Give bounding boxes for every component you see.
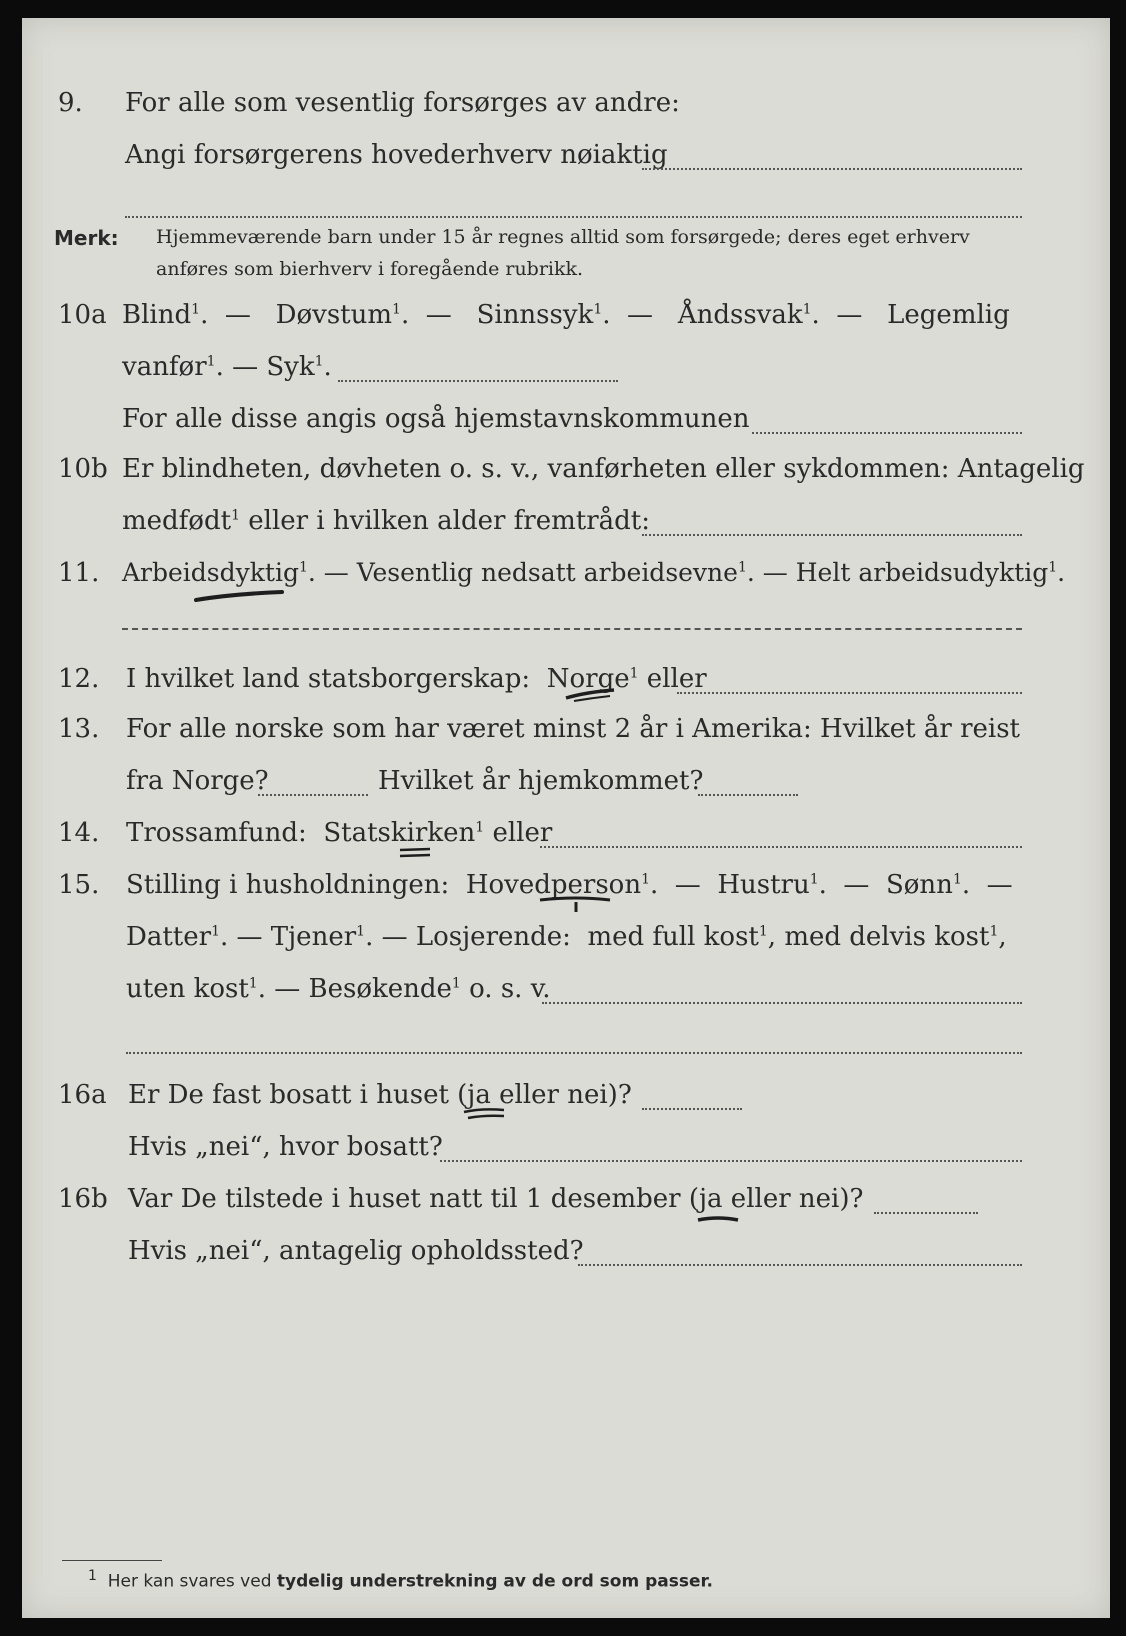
q10a-line2: vanfør$^1$. — Syk$^1$. xyxy=(122,352,332,382)
q11-number: 11. xyxy=(58,558,100,588)
q12-line1: I hvilket land statsborgerskap: Norge$^1$ eller xyxy=(126,664,707,694)
q15-number: 15. xyxy=(58,870,100,900)
footnote: $^1$ Her kan svares ved tydelig understrekning av de ord som passer. xyxy=(88,1568,713,1592)
q15-line2: Datter$^1$. — Tjener$^1$. — Losjerende: med full kost$^1$, med delvis kost$^1$, xyxy=(126,922,1007,952)
underline-mark-ja-2 xyxy=(694,1212,744,1228)
form-sheet xyxy=(22,18,1110,1618)
q16b-location-line[interactable] xyxy=(578,1264,1022,1266)
q9-answer-line[interactable] xyxy=(642,168,1022,170)
q15-answer-line[interactable] xyxy=(542,1002,1022,1004)
q9-answer-line-2[interactable] xyxy=(125,216,1022,218)
q10b-line1: Er blindheten, døvheten o. s. v., vanførheten eller sykdommen: Antagelig xyxy=(122,454,1085,484)
q10b-answer-line[interactable] xyxy=(642,534,1022,536)
q16a-answer-line[interactable] xyxy=(642,1108,742,1110)
q13-line2b: Hvilket år hjemkommet? xyxy=(378,766,704,796)
q15-line3: uten kost$^1$. — Besøkende$^1$ o. s. v. xyxy=(126,974,551,1004)
q15-answer-line-2[interactable] xyxy=(126,1052,1022,1054)
underline-mark-statskirken xyxy=(396,844,436,862)
q9-number: 9. xyxy=(58,88,83,118)
q16b-number: 16b xyxy=(58,1184,108,1214)
q9-subtext: Angi forsørgerens hovederhverv nøiaktig xyxy=(125,140,668,170)
q12-answer-line[interactable] xyxy=(677,692,1022,694)
q16b-line2: Hvis „nei“, antagelig opholdssted? xyxy=(128,1236,584,1266)
q16b-line1: Var De tilstede i huset natt til 1 desember (ja eller nei)? xyxy=(128,1184,864,1214)
q13-year-returned-line[interactable] xyxy=(698,794,798,796)
q13-number: 13. xyxy=(58,714,100,744)
note-line-1: Hjemmeværende barn under 15 år regnes alltid som forsørgede; deres eget erhverv xyxy=(156,226,970,248)
q16a-number: 16a xyxy=(58,1080,107,1110)
q10a-line1: Blind$^1$. — Døvstum$^1$. — Sinnssyk$^1$. — Åndssvak$^1$. — Legemlig xyxy=(122,300,1010,330)
q16a-line1: Er De fast bosatt i huset (ja eller nei)? xyxy=(128,1080,632,1110)
q10a-answer-line[interactable] xyxy=(338,380,618,382)
q12-number: 12. xyxy=(58,664,100,694)
q9-text: For alle som vesentlig forsørges av andre: xyxy=(125,88,680,118)
q16a-line2: Hvis „nei“, hvor bosatt? xyxy=(128,1132,443,1162)
note-label: Merk: xyxy=(54,226,119,250)
q14-line1: Trossamfund: Statskirken$^1$ eller xyxy=(126,818,553,848)
q10a-line3: For alle disse angis også hjemstavnskommunen xyxy=(122,404,750,434)
underline-mark-arbeidsdyktig xyxy=(192,586,292,606)
underline-mark-ja-1 xyxy=(460,1106,510,1126)
q10b-number: 10b xyxy=(58,454,108,484)
underline-mark-hovedperson xyxy=(536,894,616,914)
q10a-municipality-line[interactable] xyxy=(752,432,1022,434)
q13-year-left-line[interactable] xyxy=(258,794,368,796)
q16a-residence-line[interactable] xyxy=(440,1160,1022,1162)
q14-answer-line[interactable] xyxy=(540,846,1022,848)
note-line-2: anføres som bierhverv i foregående rubrikk. xyxy=(156,258,584,280)
q15-line1: Stilling i husholdningen: Hovedperson$^1$. — Hustru$^1$. — Sønn$^1$. — xyxy=(126,870,1013,900)
q11-answer-line[interactable] xyxy=(122,628,1022,630)
footnote-rule xyxy=(62,1560,162,1561)
q13-line2a: fra Norge? xyxy=(126,766,269,796)
q14-number: 14. xyxy=(58,818,100,848)
q10b-line2: medfødt$^1$ eller i hvilken alder fremtrådt: xyxy=(122,506,651,536)
q16b-answer-line[interactable] xyxy=(874,1212,978,1214)
underline-mark-norge xyxy=(562,686,622,704)
q10a-number: 10a xyxy=(58,300,107,330)
q11-line1: Arbeidsdyktig$^1$. — Vesentlig nedsatt arbeidsevne$^1$. — Helt arbeidsudyktig$^1$. xyxy=(122,558,1066,587)
q13-line1: For alle norske som har været minst 2 år i Amerika: Hvilket år reist xyxy=(126,714,1020,744)
